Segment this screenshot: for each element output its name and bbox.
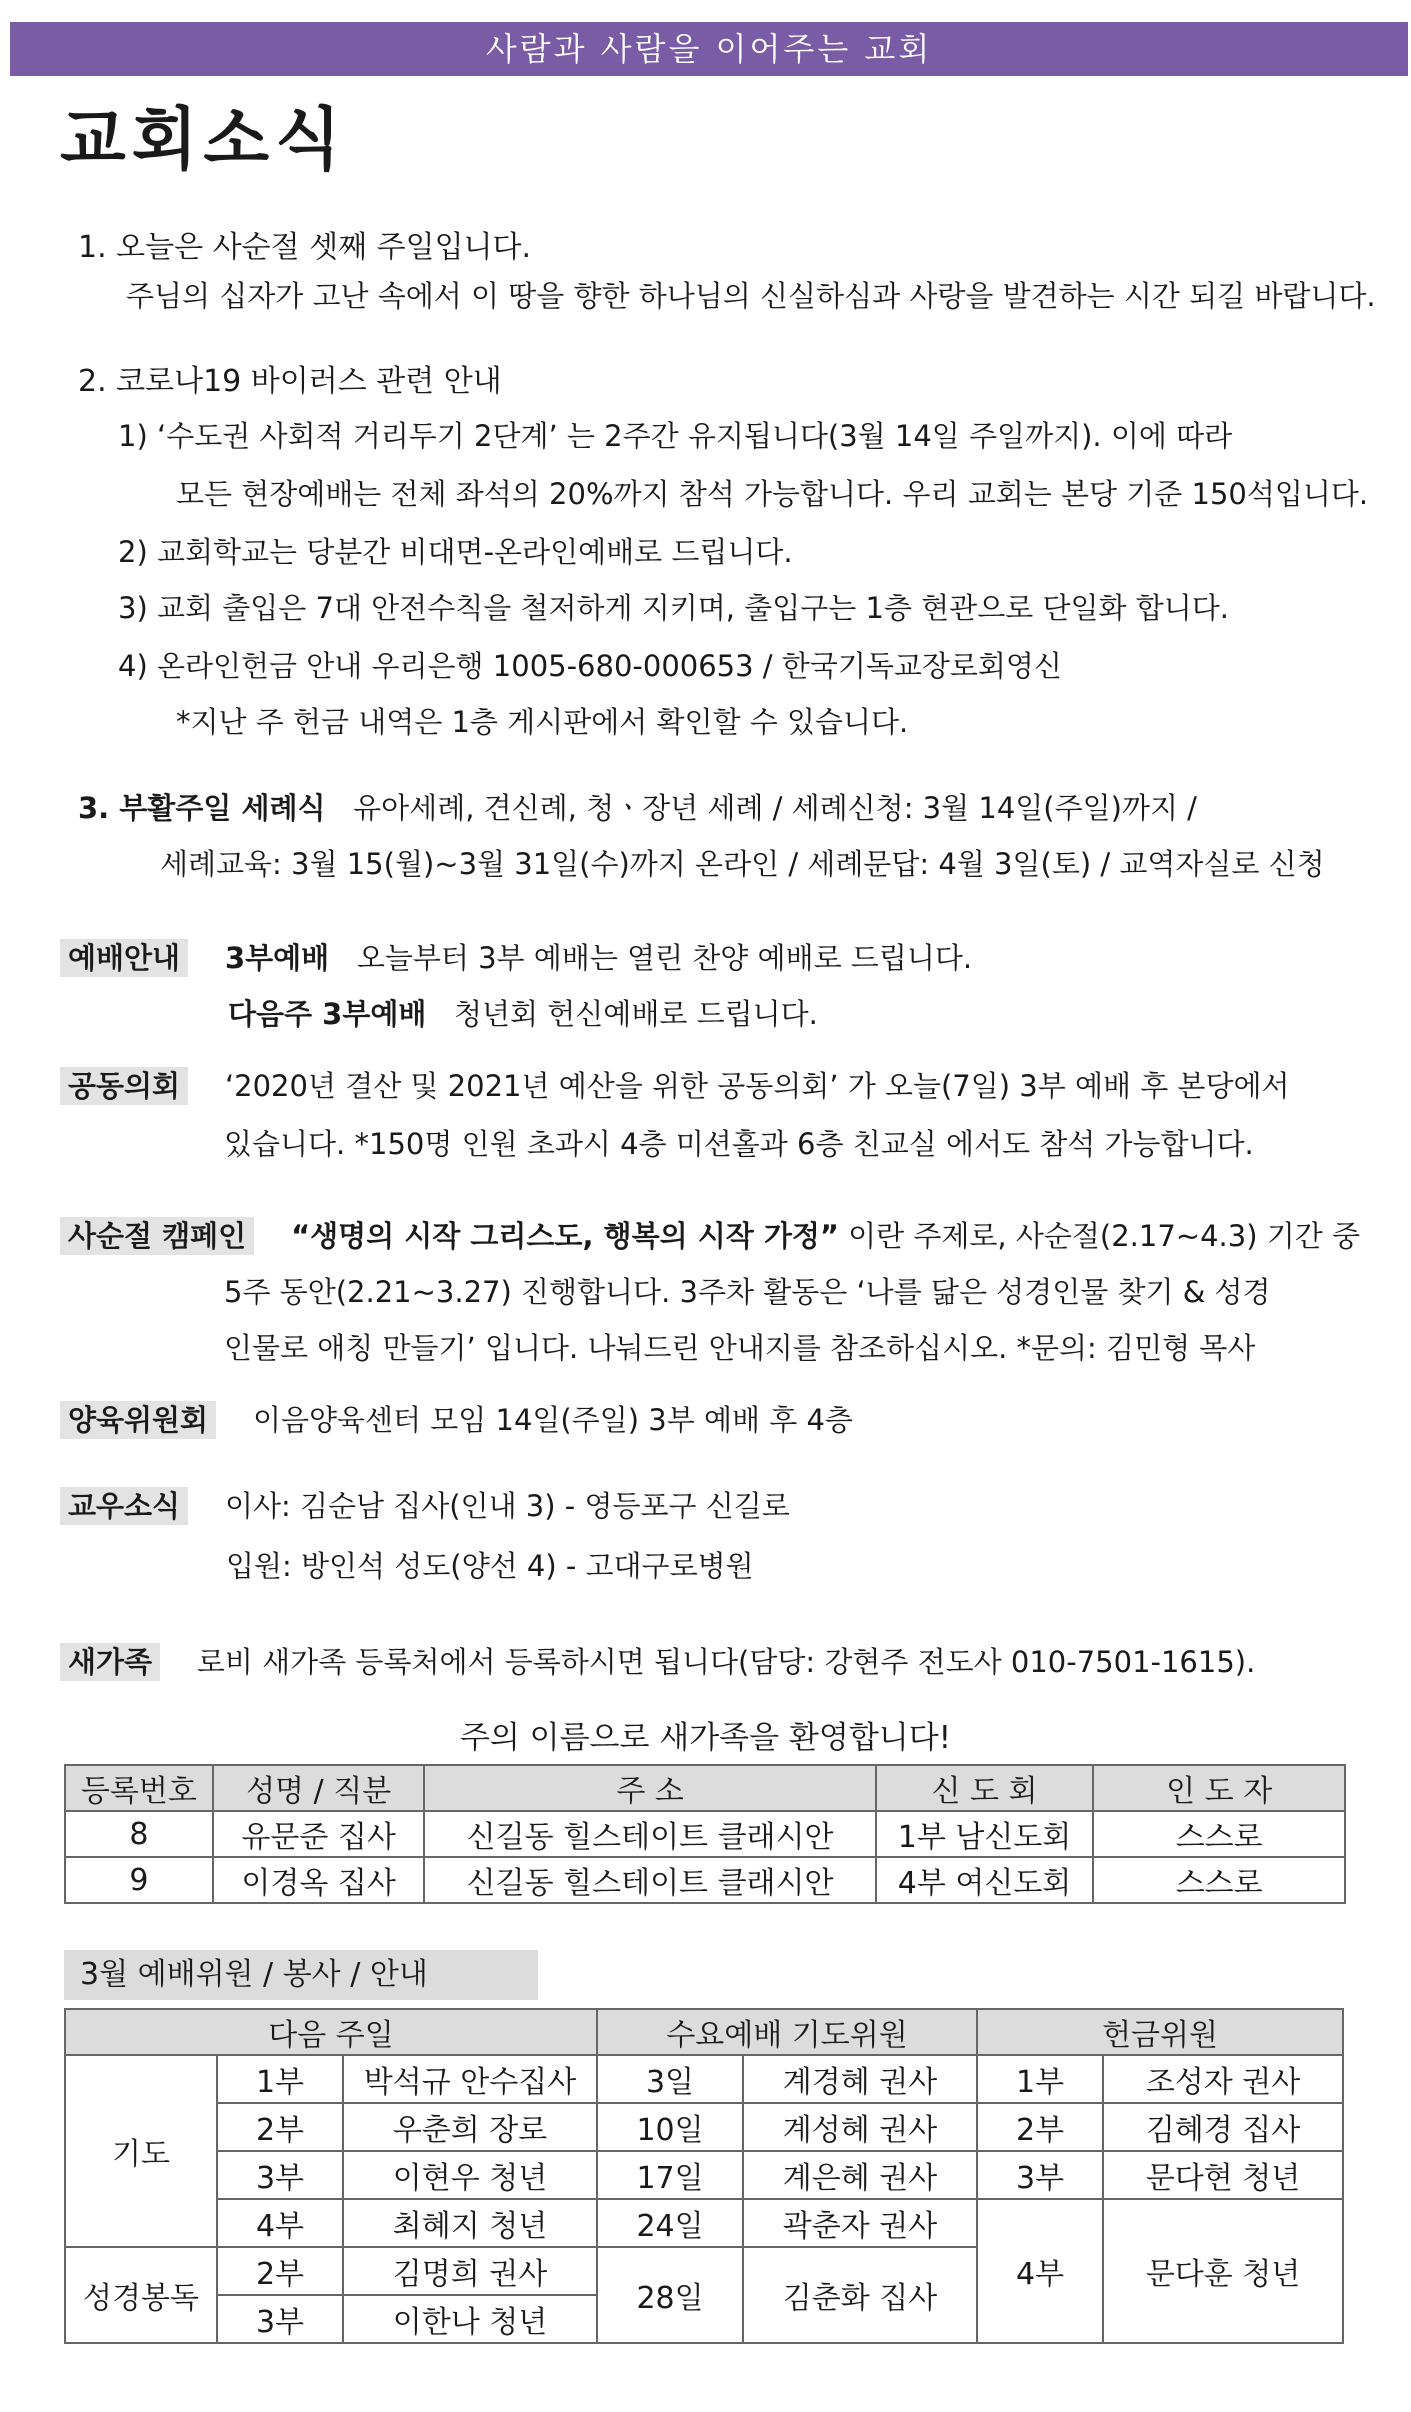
edu-l1: 이음양육센터 모임 14일(주일) 3부 예배 후 4층 bbox=[252, 1403, 853, 1437]
item-2-4b: *지난 주 헌금 내역은 1층 게시판에서 확인할 수 있습니다. bbox=[176, 705, 909, 739]
table-cell: 스스로 bbox=[1093, 1811, 1345, 1857]
offering-person: 문다훈 청년 bbox=[1103, 2199, 1343, 2343]
meeting-tag: 공동의회 bbox=[60, 1067, 188, 1105]
item-2-2: 2) 교회학교는 당분간 비대면-온라인예배로 드립니다. bbox=[118, 535, 793, 569]
prayer-person: 이현우 청년 bbox=[343, 2151, 597, 2199]
item-3-b: 세례교육: 3월 15(월)~3월 31일(수)까지 온라인 / 세례문답: 4월 3일(토) / 교역자실로 신청 bbox=[160, 847, 1325, 881]
lent-tag: 사순절 캠페인 bbox=[60, 1217, 254, 1255]
offering-person: 김혜경 집사 bbox=[1103, 2103, 1343, 2151]
worship-notice-line2 bbox=[228, 992, 818, 1033]
table-header-cell: 인 도 자 bbox=[1093, 1765, 1345, 1811]
prayer-service: 3부 bbox=[217, 2151, 343, 2199]
prayer-person: 최혜지 청년 bbox=[343, 2199, 597, 2247]
wednesday-date: 17일 bbox=[597, 2151, 743, 2199]
header-offering: 헌금위원 bbox=[977, 2009, 1343, 2055]
reading-service: 3부 bbox=[217, 2295, 343, 2343]
prayer-person: 박석규 안수집사 bbox=[343, 2055, 597, 2103]
meeting-l2: 있습니다. *150명 인원 초과시 4층 미션홀과 6층 친교실 에서도 참석 가능합니다. bbox=[224, 1127, 1254, 1161]
wednesday-date: 24일 bbox=[597, 2199, 743, 2247]
table-cell: 스스로 bbox=[1093, 1857, 1345, 1903]
wednesday-date: 28일 bbox=[597, 2247, 743, 2343]
table-cell: 8 bbox=[65, 1811, 213, 1857]
reading-service: 2부 bbox=[217, 2247, 343, 2295]
edu-notice bbox=[60, 1398, 853, 1439]
worship-tag: 예배안내 bbox=[60, 939, 188, 977]
duty-table bbox=[64, 2008, 1344, 2344]
table-cell: 신길동 힐스테이트 클래시안 bbox=[424, 1811, 875, 1857]
reading-label: 성경봉독 bbox=[65, 2247, 217, 2343]
worship-l2-head: 다음주 3부예배 bbox=[228, 997, 427, 1031]
wednesday-person: 김춘화 집사 bbox=[743, 2247, 977, 2343]
item-2-1a: 1) ‘수도권 사회적 거리두기 2단계’ 는 2주간 유지됩니다(3월 14일 주일까지). 이에 따라 bbox=[118, 419, 1233, 453]
newfam-tag: 새가족 bbox=[60, 1643, 160, 1681]
edu-tag: 양육위원회 bbox=[60, 1401, 216, 1439]
wednesday-date: 3일 bbox=[597, 2055, 743, 2103]
table-cell: 신길동 힐스테이트 클래시안 bbox=[424, 1857, 875, 1903]
newfam-caption: 주의 이름으로 새가족을 환영합니다! bbox=[459, 1720, 952, 1756]
member-tag: 교우소식 bbox=[60, 1487, 188, 1525]
table-header-cell: 성명 / 직분 bbox=[213, 1765, 425, 1811]
newfam-table bbox=[64, 1764, 1346, 1904]
worship-l2: 청년회 헌신예배로 드립니다. bbox=[454, 997, 818, 1031]
wednesday-date: 10일 bbox=[597, 2103, 743, 2151]
table-header-row bbox=[65, 1765, 1345, 1811]
meeting-notice-line1 bbox=[60, 1064, 1290, 1105]
item-2-3: 3) 교회 출입은 7대 안전수칙을 철저하게 지키며, 출입구는 1층 현관으로 단일화 합니다. bbox=[118, 591, 1229, 625]
prayer-label: 기도 bbox=[65, 2055, 217, 2247]
worship-l1: 오늘부터 3부 예배는 열린 찬양 예배로 드립니다. bbox=[356, 941, 973, 975]
table-cell: 1부 남신도회 bbox=[876, 1811, 1094, 1857]
wednesday-person: 계은혜 권사 bbox=[743, 2151, 977, 2199]
item-2-1b: 모든 현장예배는 전체 좌석의 20%까지 참석 가능합니다. 우리 교회는 본당 기준 150석입니다. bbox=[176, 477, 1369, 511]
lent-quote: “생명의 시작 그리스도, 행복의 시작 가정” bbox=[291, 1219, 839, 1253]
lent-l3: 인물로 애칭 만들기’ 입니다. 나눠드린 안내지를 참조하십시오. *문의: 김민형 목사 bbox=[224, 1331, 1256, 1365]
header-next-sunday: 다음 주일 bbox=[65, 2009, 597, 2055]
page-title: 교회소식 bbox=[60, 101, 347, 180]
worship-notice-line1 bbox=[60, 936, 972, 977]
lent-l1: 이란 주제로, 사순절(2.17~4.3) 기간 중 bbox=[848, 1219, 1360, 1253]
wednesday-person: 계성혜 권사 bbox=[743, 2103, 977, 2151]
item-1-title: 1. 오늘은 사순절 셋째 주일입니다. bbox=[78, 230, 532, 265]
meeting-l1: ‘2020년 결산 및 2021년 예산을 위한 공동의회’ 가 오늘(7일) 3부 예배 후 본당에서 bbox=[224, 1069, 1290, 1103]
member-l1: 이사: 김순남 집사(인내 3) - 영등포구 신길로 bbox=[224, 1489, 790, 1523]
newfam-l1: 로비 새가족 등록처에서 등록하시면 됩니다(담당: 강현주 전도사 010-7501-1615). bbox=[196, 1645, 1256, 1679]
offering-service: 4부 bbox=[977, 2199, 1103, 2343]
member-l2: 입원: 방인석 성도(양선 4) - 고대구로병원 bbox=[226, 1549, 754, 1583]
table-cell: 이경옥 집사 bbox=[213, 1857, 425, 1903]
table-row bbox=[65, 2103, 1343, 2151]
prayer-person: 우춘희 장로 bbox=[343, 2103, 597, 2151]
offering-service: 1부 bbox=[977, 2055, 1103, 2103]
newfam-notice bbox=[60, 1640, 1255, 1681]
table-row bbox=[65, 1811, 1345, 1857]
reading-person: 김명희 권사 bbox=[343, 2247, 597, 2295]
table-cell: 9 bbox=[65, 1857, 213, 1903]
offering-person: 조성자 권사 bbox=[1103, 2055, 1343, 2103]
offering-person: 문다현 청년 bbox=[1103, 2151, 1343, 2199]
item-3-line1 bbox=[78, 786, 1197, 827]
table-row bbox=[65, 2151, 1343, 2199]
item-2-title: 2. 코로나19 바이러스 관련 안내 bbox=[78, 364, 502, 399]
item-3-a: 유아세례, 견신례, 청ㆍ장년 세례 / 세례신청: 3월 14일(주일)까지 / bbox=[353, 791, 1197, 825]
offering-service: 3부 bbox=[977, 2151, 1103, 2199]
prayer-service: 1부 bbox=[217, 2055, 343, 2103]
table-header-cell: 주 소 bbox=[424, 1765, 875, 1811]
table-row bbox=[65, 1857, 1345, 1903]
table-row bbox=[65, 2055, 1343, 2103]
table-row bbox=[65, 2199, 1343, 2247]
header-banner: 사람과 사람을 이어주는 교회 bbox=[10, 22, 1408, 76]
reading-person: 이한나 청년 bbox=[343, 2295, 597, 2343]
wednesday-person: 계경혜 권사 bbox=[743, 2055, 977, 2103]
member-notice-line1 bbox=[60, 1484, 790, 1525]
prayer-service: 2부 bbox=[217, 2103, 343, 2151]
lent-notice-line1 bbox=[60, 1214, 1360, 1255]
item-2-4: 4) 온라인헌금 안내 우리은행 1005-680-000653 / 한국기독교장로회영신 bbox=[118, 649, 1062, 683]
lent-l2: 5주 동안(2.21~3.27) 진행합니다. 3주차 활동은 ‘나를 닮은 성경인물 찾기 & 성경 bbox=[224, 1275, 1271, 1309]
item-1-text: 주님의 십자가 고난 속에서 이 땅을 향한 하나님의 신실하심과 사랑을 발견하는 시간 되길 바랍니다. bbox=[126, 279, 1376, 313]
table-header-cell: 등록번호 bbox=[65, 1765, 213, 1811]
offering-service: 2부 bbox=[977, 2103, 1103, 2151]
prayer-service: 4부 bbox=[217, 2199, 343, 2247]
table-cell: 유문준 집사 bbox=[213, 1811, 425, 1857]
duty-section-title: 3월 예배위원 / 봉사 / 안내 bbox=[64, 1950, 538, 2000]
table-header-cell: 신 도 회 bbox=[876, 1765, 1094, 1811]
wednesday-person: 곽춘자 권사 bbox=[743, 2199, 977, 2247]
table-cell: 4부 여신도회 bbox=[876, 1857, 1094, 1903]
worship-l1-head: 3부예배 bbox=[224, 941, 330, 975]
header-wednesday-prayer: 수요예배 기도위원 bbox=[597, 2009, 977, 2055]
table-header-row bbox=[65, 2009, 1343, 2055]
item-3-title: 3. 부활주일 세례식 bbox=[78, 791, 326, 825]
